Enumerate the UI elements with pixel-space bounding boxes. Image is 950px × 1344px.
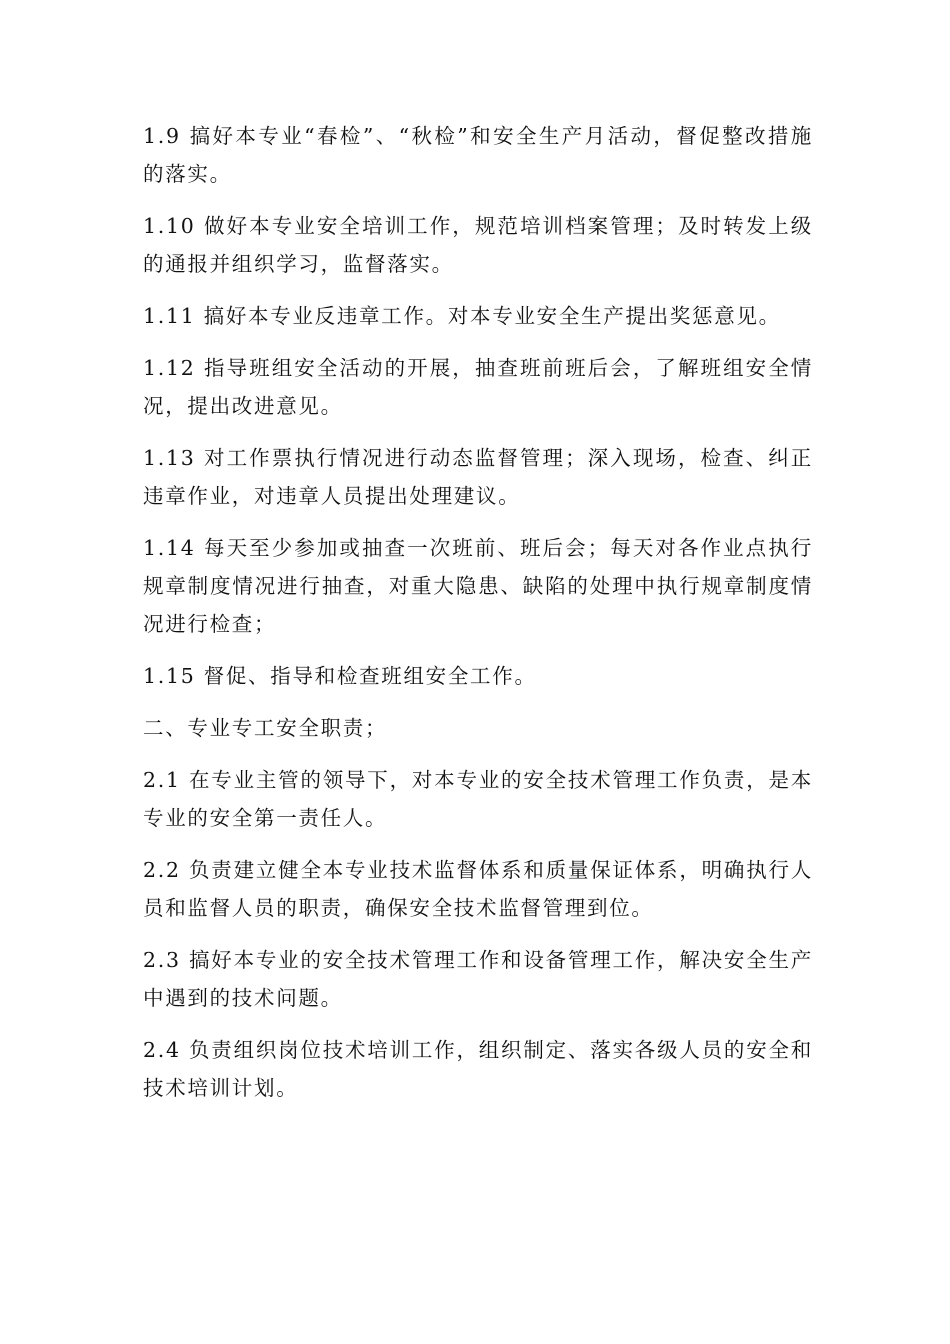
section-heading-2: 二、专业专工安全职责； xyxy=(143,716,388,740)
paragraph-2-4: 2.4 负责组织岗位技术培训工作，组织制定、落实各级人员的安全和技术培训计划。 xyxy=(143,1038,813,1100)
paragraph-1-12: 1.12 指导班组安全活动的开展，抽查班前班后会，了解班组安全情况，提出改进意见。 xyxy=(143,356,813,418)
paragraph-2-2: 2.2 负责建立健全本专业技术监督体系和质量保证体系，明确执行人员和监督人员的职责，确保安全技术监督管理到位。 xyxy=(143,858,813,920)
paragraph-1-13: 1.13 对工作票执行情况进行动态监督管理；深入现场，检查、纠正违章作业，对违章人员提出处理建议。 xyxy=(143,446,813,508)
document-body xyxy=(143,117,813,1121)
paragraph-2-1: 2.1 在专业主管的领导下，对本专业的安全技术管理工作负责，是本专业的安全第一责任人。 xyxy=(143,768,813,830)
paragraph-1-14: 1.14 每天至少参加或抽查一次班前、班后会；每天对各作业点执行规章制度情况进行抽查，对重大隐患、缺陷的处理中执行规章制度情况进行检查； xyxy=(143,536,813,636)
paragraph-2-3: 2.3 搞好本专业的安全技术管理工作和设备管理工作，解决安全生产中遇到的技术问题。 xyxy=(143,948,813,1010)
paragraph-1-9: 1.9 搞好本专业“春检”、“秋检”和安全生产月活动，督促整改措施的落实。 xyxy=(143,124,813,186)
paragraph-1-15: 1.15 督促、指导和检查班组安全工作。 xyxy=(143,664,537,688)
paragraph-1-10: 1.10 做好本专业安全培训工作，规范培训档案管理；及时转发上级的通报并组织学习，监督落实。 xyxy=(143,214,813,276)
paragraph-1-11: 1.11 搞好本专业反违章工作。对本专业安全生产提出奖惩意见。 xyxy=(143,304,781,328)
